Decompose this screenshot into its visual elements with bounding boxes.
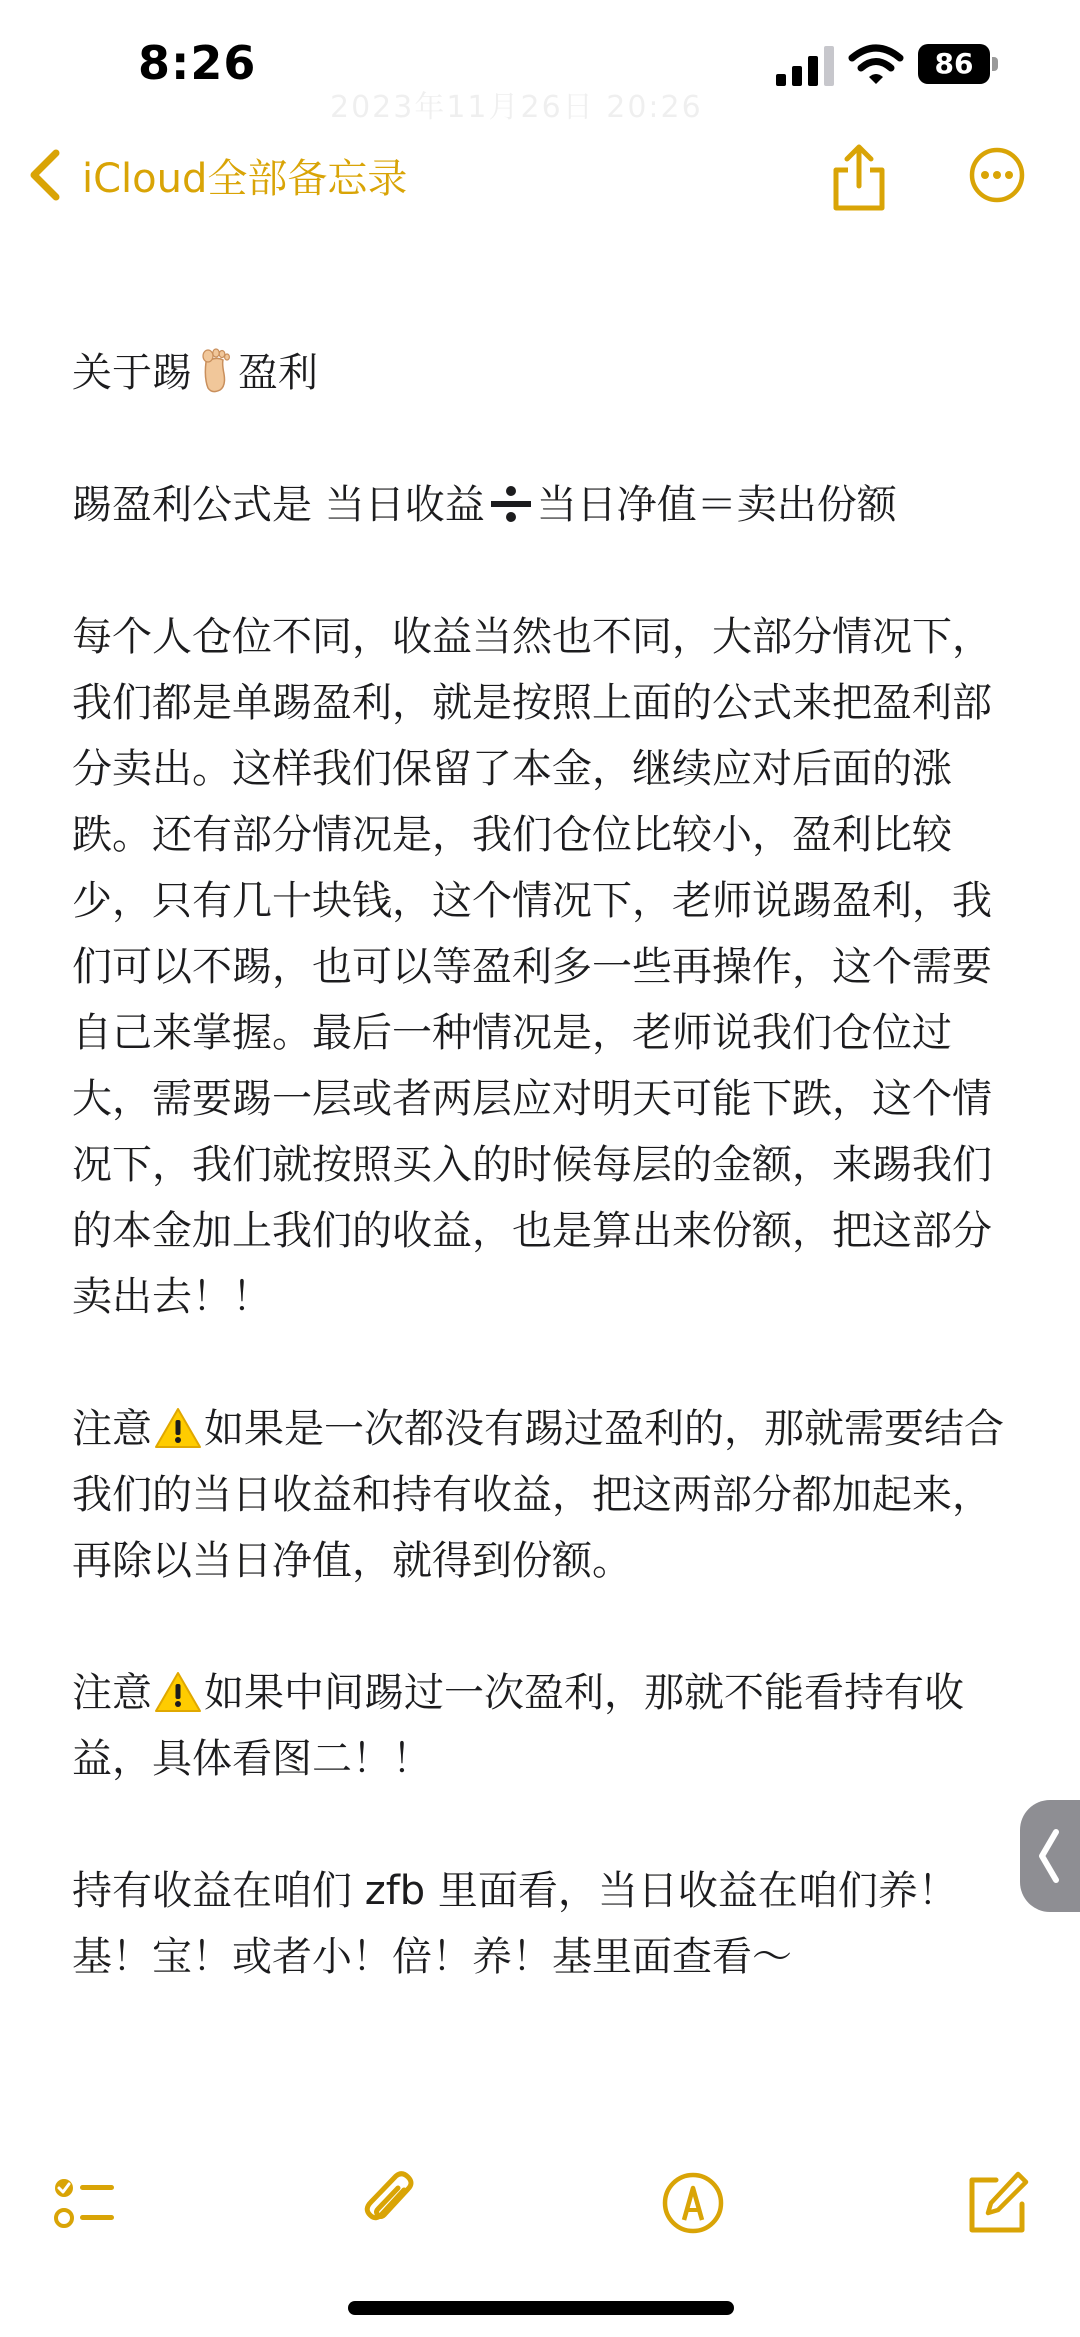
warning-1-text: 如果是一次都没有踢过盈利的，那就需要结合我们的当日收益和持有收益，把这两部分都加起来，再除以当日净值，就得到份额。 <box>72 1406 1004 1584</box>
battery-indicator <box>918 44 1000 84</box>
paragraph-1: 每个人仓位不同，收益当然也不同，大部分情况下，我们都是单踢盈利，就是按照上面的公式来把盈利部分卖出。这样我们保留了本金，继续应对后面的涨跌。还有部分情况是，我们仓位比较小，盈利比较少，只有几十块钱，这个情况下，老师说踢盈利，我们可以不踢，也可以等盈利多一些再操作，这个需要自己来掌握。最后一种情况是，老师说我们仓位过大，需要踢一层或者两层应对明天可能下跌，这个情况下，我们就按照买入的时候每层的金额，来踢我们的本金加上我们的收益，也是算出来份额，把这部分卖出去！！ <box>72 614 992 1320</box>
pen-markup-icon[interactable] <box>658 2168 728 2238</box>
warning-2-label: 注意 <box>72 1670 152 1716</box>
home-indicator <box>348 2301 734 2315</box>
wifi-icon <box>848 44 904 86</box>
bottom-toolbar <box>0 2160 1080 2270</box>
formula-text-b: 当日净值＝卖出份额 <box>536 482 897 528</box>
chevron-left-icon <box>1034 1828 1064 1884</box>
status-bar <box>0 0 1080 130</box>
note-body[interactable] <box>72 340 1020 1990</box>
ghost-timestamp: 2023年11月26日 20:26 <box>330 90 703 125</box>
side-pull-handle[interactable] <box>1020 1800 1080 1912</box>
share-icon[interactable] <box>828 142 890 212</box>
compose-icon[interactable] <box>962 2168 1032 2238</box>
formula-line <box>72 472 1020 538</box>
status-time: 8:26 <box>138 36 257 90</box>
formula-text-a: 踢盈利公式是 当日收益 <box>72 482 485 528</box>
chevron-left-icon <box>28 149 62 201</box>
warning-note-2 <box>72 1660 1020 1792</box>
paperclip-icon[interactable] <box>356 2168 426 2238</box>
back-button-label: iCloud全部备忘录 <box>82 155 408 202</box>
checklist-icon[interactable] <box>50 2168 120 2238</box>
ellipsis-circle-icon[interactable] <box>968 146 1026 204</box>
warning-1-label: 注意 <box>72 1406 152 1452</box>
back-button[interactable] <box>28 140 407 210</box>
note-title-text-a: 关于踢 <box>72 350 192 396</box>
paragraph-last: 持有收益在咱们 zfb 里面看，当日收益在咱们养！基！宝！或者小！倍！养！基里面查看～ <box>72 1868 958 1980</box>
warning-icon <box>154 1406 202 1450</box>
warning-note-1 <box>72 1396 1020 1594</box>
battery-tip <box>992 57 998 71</box>
nav-bar <box>0 130 1080 240</box>
foot-emoji-icon <box>196 348 234 394</box>
warning-2-text: 如果中间踢过一次盈利，那就不能看持有收益，具体看图二！！ <box>72 1670 964 1782</box>
note-title <box>72 340 1020 406</box>
note-title-text-b: 盈利 <box>238 350 318 396</box>
cellular-signal-icon <box>776 46 838 86</box>
battery-level: 86 <box>918 44 990 84</box>
division-sign-icon <box>487 484 535 524</box>
warning-icon <box>154 1670 202 1714</box>
